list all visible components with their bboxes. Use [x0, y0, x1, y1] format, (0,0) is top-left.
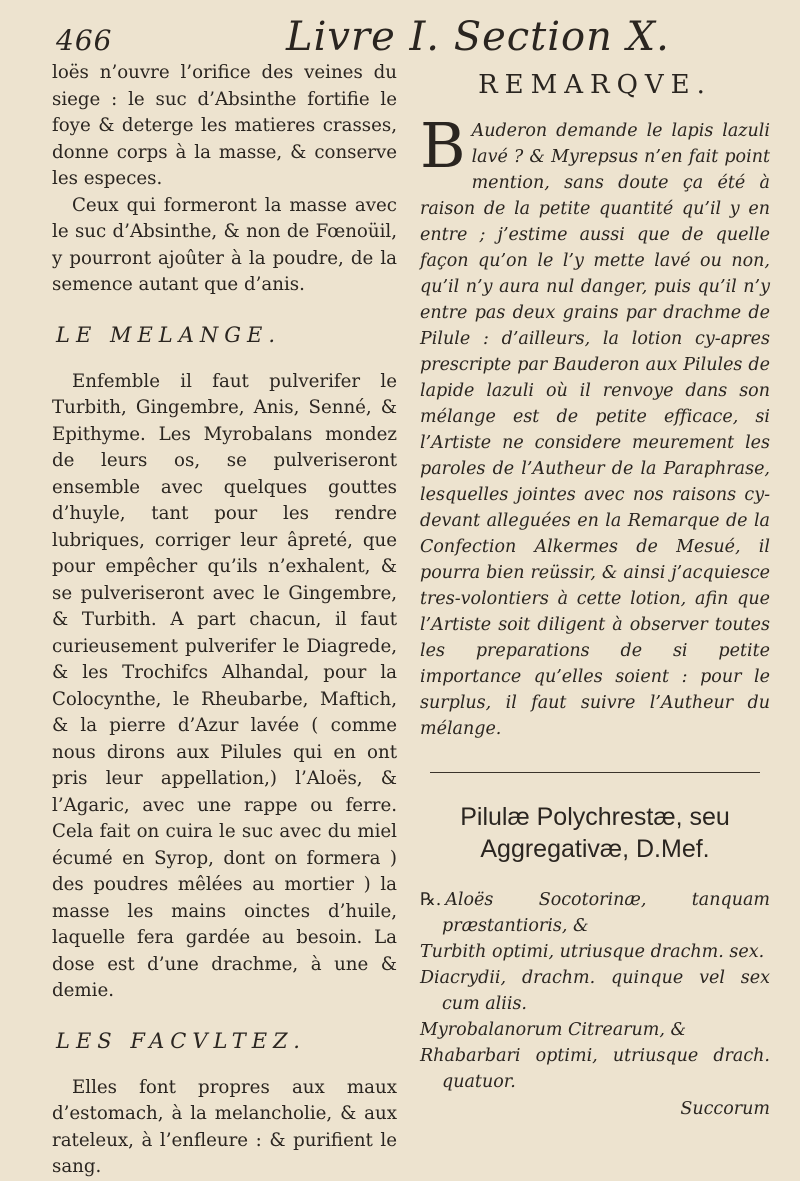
page-header	[56, 14, 756, 64]
heading-melange: LE MELANGE.	[56, 322, 282, 347]
recipe-item: Rhabarbari optimi, utriusque drach. quatuor.	[420, 1046, 770, 1092]
heading-facultez: LES FACVLTEZ.	[56, 1028, 306, 1053]
section-divider	[430, 772, 760, 773]
remarque-paragraph	[420, 109, 770, 742]
recipe-item: Turbith optimi, utriusque drachm. sex.	[420, 942, 765, 962]
paragraph-aloes: loës n’ouvre l’orifice des veines du siege : le suc d’Absinthe fortifie le foye & deterge les matieres crasses, donne corps à la masse, & conserve les especes.	[52, 62, 397, 189]
running-head: Livre I. Section X.	[286, 14, 670, 60]
recipe-symbol: ℞.	[420, 890, 442, 910]
paragraph-melange: Enfemble il faut pulverifer le Turbith, Gingembre, Anis, Senné, & Epithyme. Les Myrobalans mondez de leurs os, se pulveriseront ensemble avec quelques gouttes d’huyle, tant pour les rendre lubriques, corriger leur âpreté, que pour empêcher qu’ils n’exhalent, & se pulveriseront avec le Gingembre, & Turbith. A part chacun, il faut curieusement pulverifer le Diagrede, & les Trochifcs Alhandal, pour la Colocynthe, le Rheubarbe, Maftich, & la pierre d’Azur lavée ( comme nous dirons aux Pilules qui en ont pris leur appellation,) l’Aloës, & l’Agaric, avec une rappe ou ferre. Cela fait on cuira le suc avec du miel écumé en Syrop, dont on formera ) des poudres mêlées au mortier ) la masse les mains oinctes d’huile, laquelle fera gardée au besoin. La dose est d’une drachme, à une & demie.	[52, 370, 397, 1001]
recipe-item: Myrobalanorum Citrearum, &	[420, 1020, 687, 1040]
paragraph-absinthe: Ceux qui formeront la masse avec le suc d’Absinthe, & non de Fœnoüil, y pourront ajoûter à la poudre, de la semence autant que d’anis.	[52, 194, 397, 295]
drop-cap: B	[420, 109, 466, 182]
recipe-item: ℞. Aloës Socotorinæ, tanquam præstantioris, &	[420, 890, 770, 936]
catchword: Succorum	[680, 1099, 770, 1119]
remarque-heading: REMARQVE.	[478, 70, 712, 100]
pilulae-title: Pilulæ Polychrestæ, seu Aggregativæ, D.Mef.	[460, 803, 730, 863]
recipe-list	[420, 887, 770, 1095]
right-column	[420, 60, 770, 1119]
recipe-item: Diacrydii, drachm. quinque vel sex cum aliis.	[420, 968, 770, 1014]
paragraph-facultez: Elles font propres aux maux d’estomach, à la melancholie, & aux rateleux, à l’enfleure : & purifient le sang.	[52, 1076, 397, 1177]
left-column	[52, 60, 397, 1181]
page-number: 466	[56, 24, 113, 57]
remarque-text: Auderon demande le lapis lazuli lavé ? & Myrepsus n’en fait point mention, sans doute ça été à raison de la petite quantité qu’il y en entre ; j’estime aussi que de quelle façon qu’on le l’y mette lavé ou non, qu’il n’y aura nul danger, puis qu’il n’y entre pas deux grains par drachme de Pilule : d’ailleurs, la lotion cy-apres prescripte par Bauderon aux Pilules de lapide lazuli où il renvoye dans son mélange est de petite efficace, si l’Artiste ne considere meurement les paroles de l’Autheur de la Paraphrase, lesquelles jointes avec nos raisons cy-devant alleguées en la Remarque de la Confection Alkermes de Mesué, il pourra bien reüssir, & ainsi j’acquiesce tres-volontiers à cette lotion, afin que l’Artiste soit diligent à observer toutes les preparations de si petite importance qu’elles soient : pour le surplus, il faut suivre l’Autheur du mélange.	[420, 121, 770, 739]
